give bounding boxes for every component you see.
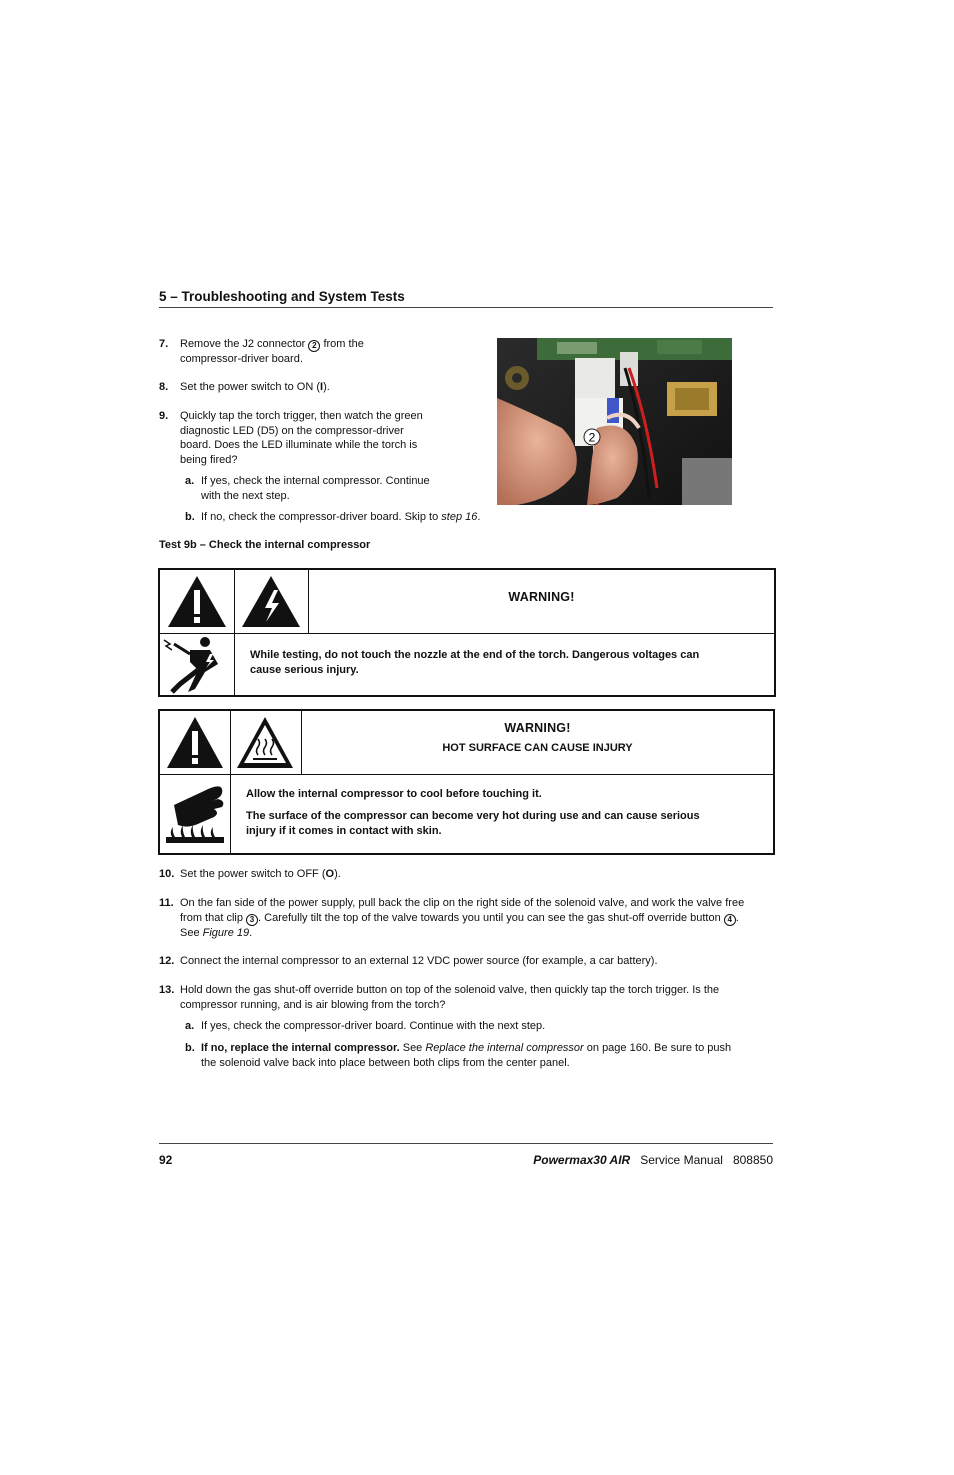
footer-doc-info: Powermax30 AIR Service Manual 808850 — [533, 1153, 773, 1167]
test-heading: Test 9b – Check the internal compressor — [159, 539, 371, 551]
step-10: 10. Set the power switch to OFF (O). — [159, 868, 341, 880]
step-number: 8. — [159, 381, 169, 393]
callout-3: 3 — [246, 914, 258, 926]
hand-burn-icon — [160, 774, 230, 853]
step-reference-link[interactable]: step 16 — [441, 511, 478, 523]
warning-header — [301, 711, 773, 774]
section-reference-link[interactable]: Replace the internal compressor — [425, 1042, 584, 1054]
photo-callout-2: 2 — [588, 430, 596, 445]
step-8: 8. Set the power switch to ON (I). — [159, 381, 330, 393]
exclamation-triangle-icon — [160, 570, 234, 633]
step-13b: b. If no, replace the internal compressor. See Replace the internal compressor on page 160. Be sure to push the solenoid valve back into place between both clips from the center panel. — [185, 1042, 732, 1069]
step-9: 9. Quickly tap the torch trigger, then watch the green diagnostic LED (D5) on the compressor-driver board. Does the LED illuminate while the torch is being fired? — [159, 410, 423, 466]
warning-box-hot-surface — [158, 709, 775, 855]
warning-title: WARNING! — [504, 721, 571, 735]
step-number: 7. — [159, 338, 169, 350]
warning-title: WARNING! — [508, 590, 575, 604]
callout-2: 2 — [308, 340, 320, 352]
warning-box-voltage — [158, 568, 776, 697]
step-11: 11. On the fan side of the power supply, pull back the clip on the right side of the solenoid valve, and work the valve free from that clip 3 . Carefully tilt the top of the valve towards you until you can see the gas shut-off override button 4 . See Figure 19. — [159, 897, 745, 939]
footer-rule — [159, 1143, 773, 1144]
step-9b: b. If no, check the compressor-driver board. Skip to step 16. — [185, 511, 481, 523]
warning-header — [308, 570, 774, 633]
connector-photo — [497, 338, 732, 505]
header-rule — [159, 307, 773, 308]
figure-reference-link[interactable]: Figure 19 — [202, 926, 250, 939]
warning-body: While testing, do not touch the nozzle at the end of the torch. Dangerous voltages can cause serious injury. — [234, 633, 774, 695]
section-title: 5 – Troubleshooting and System Tests — [159, 289, 405, 304]
step-13a: a. If yes, check the compressor-driver board. Continue with the next step. — [185, 1020, 546, 1032]
warning-subtitle: HOT SURFACE CAN CAUSE INJURY — [442, 742, 633, 754]
hot-surface-icon — [230, 711, 301, 774]
step-12: 12. Connect the internal compressor to an external 12 VDC power source (for example, a car battery). — [159, 955, 658, 967]
warning-body: Allow the internal compressor to cool before touching it. The surface of the compressor can become very hot during use and can cause serious injury if it comes in contact with skin. — [230, 774, 773, 853]
step-13: 13. Hold down the gas shut-off override button on top of the solenoid valve, then quickly tap the torch trigger. Is the compressor running, and is air blowing from the torch? — [159, 984, 720, 1011]
electric-shock-icon — [234, 570, 308, 633]
callout-4: 4 — [724, 914, 736, 926]
step-9a: a. If yes, check the internal compressor. Continue with the next step. — [185, 475, 430, 502]
step-number: 9. — [159, 410, 169, 422]
exclamation-triangle-icon — [160, 711, 230, 774]
step-7: 7. Remove the J2 connector 2 from the compressor-driver board. — [159, 338, 364, 365]
page-number: 92 — [159, 1153, 173, 1167]
torch-shock-icon — [160, 633, 234, 695]
